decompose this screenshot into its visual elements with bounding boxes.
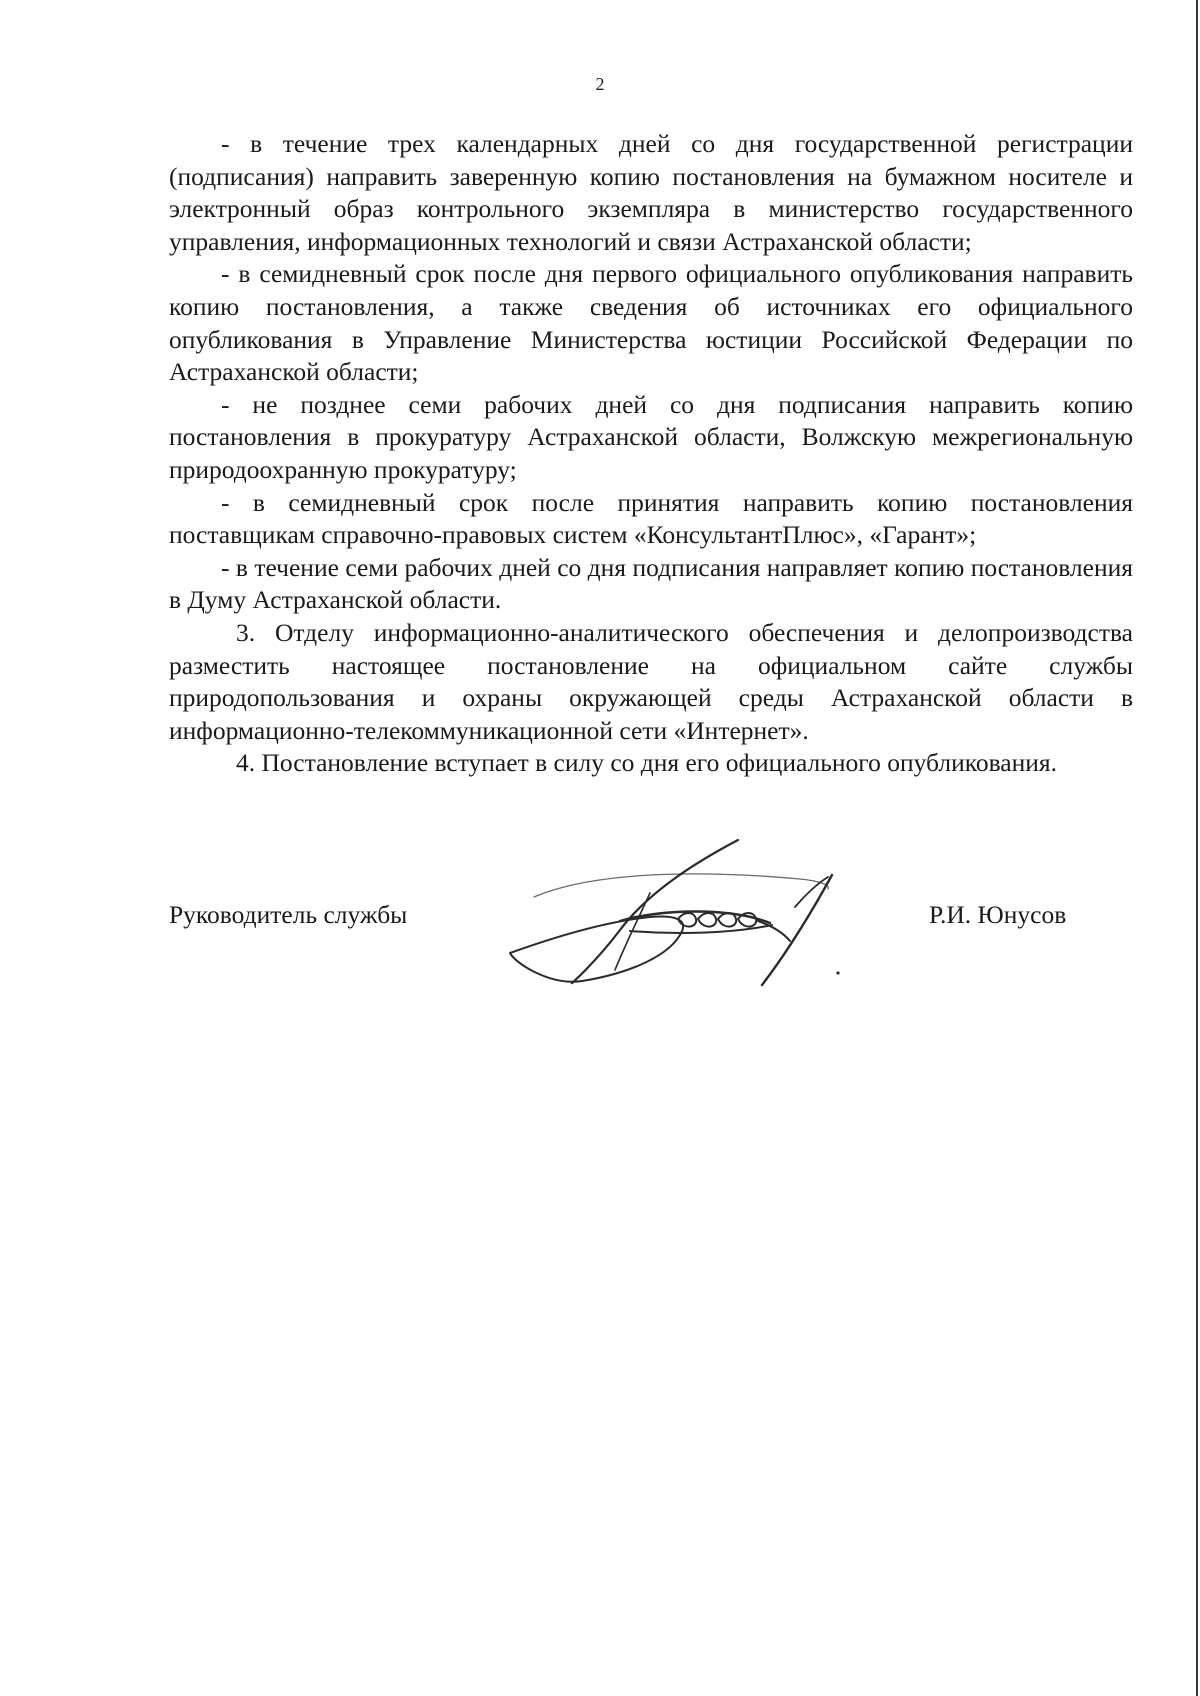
list-item-paragraph: - в течение трех календарных дней со дня государственной регистрации (подписания) направить заверенную копию постановления на бумажном носителе и электронный образ контрольного экземпляра в министерство государственного управления, информационных технологий и связи Астраханской области; [169,129,1133,256]
list-item-paragraph: - в семидневный срок после принятия направить копию постановления поставщикам справочно-правовых систем «КонсультантПлюс», «Гарант»; [169,487,1133,550]
document-body [169,128,1133,780]
numbered-paragraph-4: 4. Постановление вступает в силу со дня его официального опубликования. [236,748,1057,778]
signatory-name: Р.И. Юнусов [929,900,1067,929]
numbered-paragraph-3: 3. Отделу информационно-аналитического обеспечения и делопроизводства разместить настоящее постановление на официальном сайте службы природопользования и охраны окружающей среды Астраханской области в информационно-телекоммуникационной сети «Интернет». [169,617,1133,745]
list-item-paragraph: - не позднее семи рабочих дней со дня подписания направить копию постановления в прокуратуру Астраханской области, Волжскую межрегиональную природоохранную прокуратуру; [169,389,1133,484]
page-number: 2 [595,74,605,94]
handwritten-signature [500,835,920,995]
scan-edge-border [1196,0,1198,1696]
signatory-title: Руководитель службы [169,900,408,929]
list-item-paragraph: - в семидневный срок после дня первого официального опубликования направить копию постановления, а также сведения об источниках его официального опубликования в Управление Министерства юстиции Российской Федерации по Астраханской области; [169,259,1133,387]
list-item-paragraph: - в течение семи рабочих дней со дня подписания направляет копию постановления в Думу Астраханской области. [169,552,1133,615]
